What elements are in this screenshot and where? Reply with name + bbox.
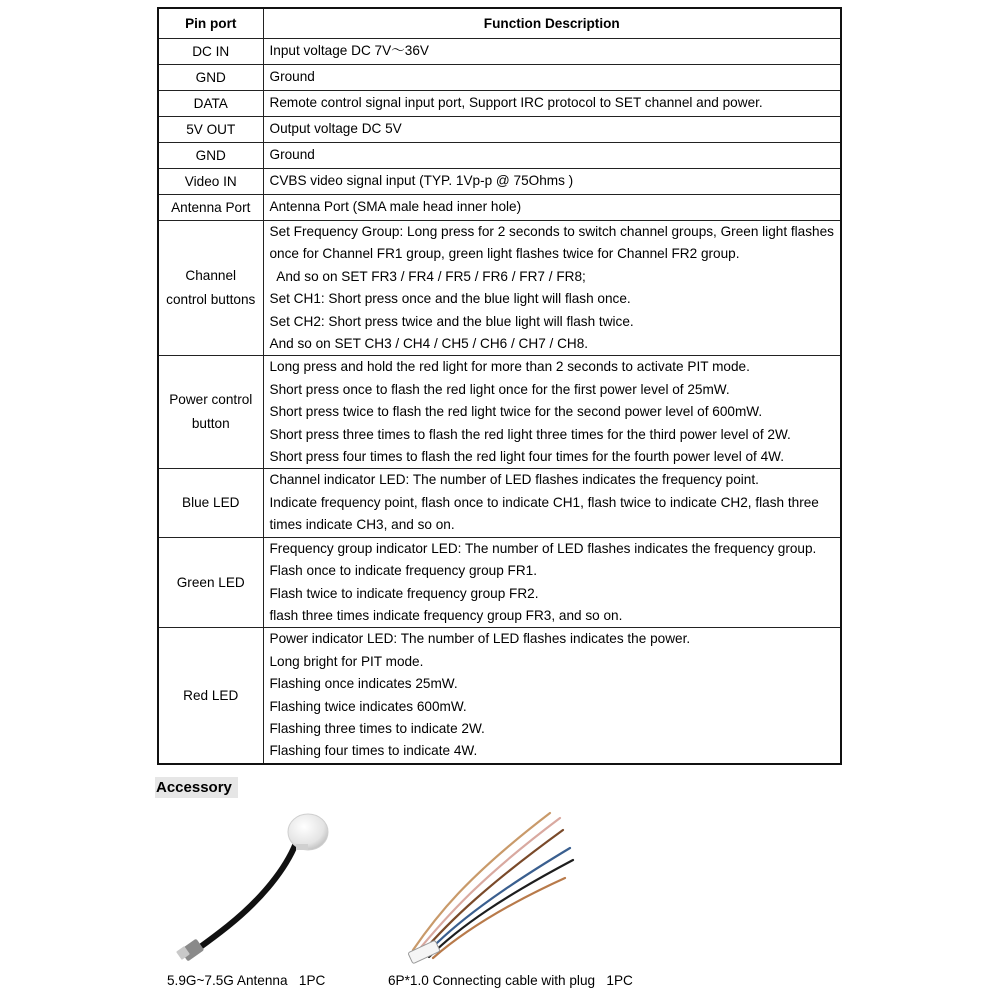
pin-port-cell bbox=[158, 356, 263, 469]
pin-port-cell bbox=[158, 117, 263, 143]
description-line: Frequency group indicator LED: The number of LED flashes indicates the frequency group. bbox=[269, 540, 817, 556]
function-description-cell bbox=[263, 169, 841, 195]
pin-port-label: button bbox=[191, 416, 230, 432]
function-description-cell bbox=[263, 356, 841, 469]
function-description-cell bbox=[263, 195, 841, 221]
table-row bbox=[158, 143, 841, 169]
pin-port-label: GND bbox=[195, 69, 226, 85]
function-description-cell bbox=[263, 117, 841, 143]
table-row bbox=[158, 169, 841, 195]
table-row bbox=[158, 117, 841, 143]
table-row bbox=[158, 537, 841, 628]
table-row bbox=[158, 221, 841, 356]
description-line: Flash once to indicate frequency group FR1. bbox=[269, 563, 537, 579]
pin-port-cell bbox=[158, 628, 263, 764]
description-line: Flashing once indicates 25mW. bbox=[269, 676, 458, 692]
pin-port-label: DATA bbox=[193, 95, 228, 111]
pin-port-cell bbox=[158, 169, 263, 195]
description-line: Output voltage DC 5V bbox=[269, 121, 402, 137]
function-description-cell bbox=[263, 143, 841, 169]
pin-function-table bbox=[157, 7, 842, 765]
cable-image bbox=[395, 808, 595, 973]
description-line: Short press four times to flash the red light four times for the fourth power level of 4W. bbox=[269, 449, 785, 465]
pin-port-cell bbox=[158, 65, 263, 91]
table-row bbox=[158, 39, 841, 65]
description-line: Input voltage DC 7V～36V bbox=[269, 43, 429, 59]
pin-port-label: 5V OUT bbox=[186, 121, 236, 137]
pin-port-label: Video IN bbox=[184, 173, 237, 189]
description-line: And so on SET FR3 / FR4 / FR5 / FR6 / FR7 / FR8; bbox=[269, 268, 586, 284]
description-line: And so on SET CH3 / CH4 / CH5 / CH6 / CH7 / CH8. bbox=[269, 336, 589, 352]
description-line: times indicate CH3, and so on. bbox=[269, 517, 455, 533]
header-pin-port: Pin port bbox=[158, 8, 263, 39]
pin-port-cell bbox=[158, 91, 263, 117]
description-line: Short press once to flash the red light once for the first power level of 25mW. bbox=[269, 381, 730, 397]
description-line: Short press three times to flash the red light three times for the third power level of 2W. bbox=[269, 426, 791, 442]
description-line: Short press twice to flash the red light twice for the second power level of 600mW. bbox=[269, 404, 763, 420]
function-description-cell bbox=[263, 537, 841, 628]
function-description-cell bbox=[263, 91, 841, 117]
pin-port-label: GND bbox=[195, 147, 226, 163]
description-line: Ground bbox=[269, 69, 315, 85]
pin-port-label: control buttons bbox=[166, 292, 256, 308]
table-header-row bbox=[158, 8, 841, 39]
pin-port-label: Green LED bbox=[176, 574, 245, 590]
pin-port-cell bbox=[158, 39, 263, 65]
function-description-cell bbox=[263, 221, 841, 356]
pin-port-label: Antenna Port bbox=[171, 199, 251, 215]
description-line: Flashing three times to indicate 2W. bbox=[269, 720, 485, 736]
description-line: Ground bbox=[269, 147, 315, 163]
function-description-cell bbox=[263, 39, 841, 65]
pin-port-cell bbox=[158, 537, 263, 628]
pin-port-cell bbox=[158, 195, 263, 221]
function-description-cell bbox=[263, 65, 841, 91]
pin-port-cell bbox=[158, 469, 263, 537]
antenna-image bbox=[168, 808, 368, 973]
antenna-caption: 5.9G~7.5G Antenna 1PC bbox=[167, 973, 326, 988]
table-row bbox=[158, 65, 841, 91]
function-description-cell bbox=[263, 469, 841, 537]
description-line: Set CH1: Short press once and the blue light will flash once. bbox=[269, 291, 631, 307]
description-line: Channel indicator LED: The number of LED flashes indicates the frequency point. bbox=[269, 472, 759, 488]
pin-port-label: DC IN bbox=[192, 43, 230, 59]
description-line: Power indicator LED: The number of LED flashes indicates the power. bbox=[269, 631, 691, 647]
description-line: flash three times indicate frequency group FR3, and so on. bbox=[269, 607, 623, 623]
table-row bbox=[158, 195, 841, 221]
description-line: CVBS video signal input (TYP. 1Vp-p @ 75Ohms ) bbox=[269, 173, 574, 189]
pin-port-label: Red LED bbox=[183, 687, 239, 703]
description-line: Flashing four times to indicate 4W. bbox=[269, 743, 478, 759]
table-row bbox=[158, 91, 841, 117]
description-line: once for Channel FR1 group, green light flashes twice for Channel FR2 group. bbox=[269, 246, 740, 262]
pin-port-label: Blue LED bbox=[182, 495, 240, 511]
description-line: Long bright for PIT mode. bbox=[269, 653, 424, 669]
description-line: Long press and hold the red light for more than 2 seconds to activate PIT mode. bbox=[269, 359, 750, 375]
description-line: Flash twice to indicate frequency group FR2. bbox=[269, 585, 539, 601]
description-line: Antenna Port (SMA male head inner hole) bbox=[269, 199, 522, 215]
pin-port-cell bbox=[158, 221, 263, 356]
table-row bbox=[158, 356, 841, 469]
description-line: Set CH2: Short press twice and the blue light will flash twice. bbox=[269, 313, 634, 329]
table-row bbox=[158, 628, 841, 764]
description-line: Remote control signal input port, Support IRC protocol to SET channel and power. bbox=[269, 95, 763, 111]
description-line: Set Frequency Group: Long press for 2 seconds to switch channel groups, Green light flashes bbox=[269, 224, 834, 239]
cable-caption: 6P*1.0 Connecting cable with plug 1PC bbox=[388, 973, 633, 988]
pin-port-label: Channel bbox=[185, 268, 237, 284]
function-description-cell bbox=[263, 628, 841, 764]
header-function-description: Function Description bbox=[263, 8, 841, 39]
table-row bbox=[158, 469, 841, 537]
pin-port-label: Power control bbox=[169, 392, 253, 408]
description-line: Flashing twice indicates 600mW. bbox=[269, 698, 467, 714]
pin-port-cell bbox=[158, 143, 263, 169]
description-line: Indicate frequency point, flash once to indicate CH1, flash twice to indicate CH2, flash three bbox=[269, 494, 819, 510]
accessory-heading: Accessory bbox=[155, 777, 238, 798]
